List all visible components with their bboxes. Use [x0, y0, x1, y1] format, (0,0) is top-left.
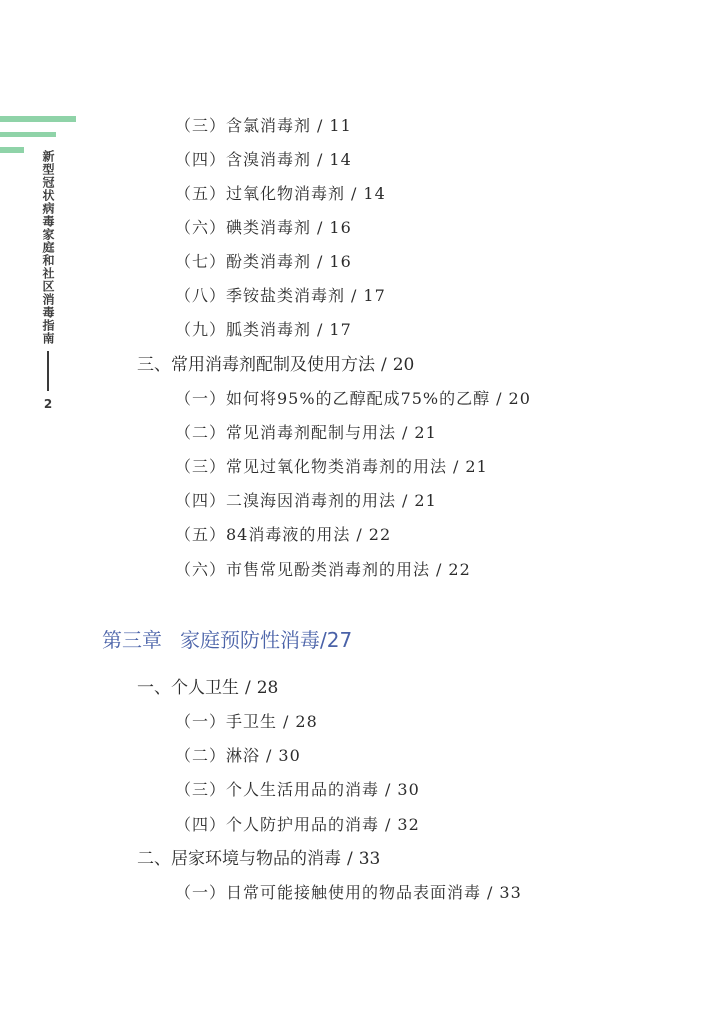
toc-entry[interactable]	[175, 560, 471, 580]
toc-separator: /	[487, 883, 494, 902]
toc-entry-label: （三）常见过氧化物类消毒剂的用法	[175, 457, 448, 476]
toc-entry[interactable]	[175, 252, 352, 272]
toc-separator: /	[317, 218, 324, 237]
toc-entry-page: 32	[397, 815, 420, 834]
toc-section-page: 20	[392, 355, 415, 375]
toc-entry-page: 21	[465, 457, 488, 476]
toc-entry[interactable]	[175, 457, 488, 477]
toc-entry[interactable]	[175, 423, 437, 443]
toc-entry-label: （六）碘类消毒剂	[175, 218, 312, 237]
chapter-page: 27	[326, 628, 353, 652]
toc-entry[interactable]	[175, 883, 522, 903]
toc-separator: /	[385, 815, 392, 834]
toc-separator: /	[402, 423, 409, 442]
toc-separator: /	[381, 355, 387, 375]
toc-separator: /	[347, 849, 353, 869]
toc-section-label: 二、居家环境与物品的消毒	[137, 849, 341, 869]
toc-entry-page: 30	[397, 780, 420, 799]
toc-separator: /	[496, 389, 503, 408]
toc-entry-label: （三）个人生活用品的消毒	[175, 780, 380, 799]
toc-separator: /	[436, 560, 443, 579]
toc-entry[interactable]	[175, 491, 437, 511]
toc-separator: /	[317, 150, 324, 169]
toc-separator: /	[356, 525, 363, 544]
toc-separator: /	[317, 320, 324, 339]
toc-entry-label: （九）胍类消毒剂	[175, 320, 312, 339]
toc-separator: /	[317, 252, 324, 271]
toc-entry[interactable]	[175, 286, 386, 306]
running-head-title: 新型冠状病毒家庭和社区消毒指南	[41, 150, 55, 345]
toc-entry-label: （四）含溴消毒剂	[175, 150, 312, 169]
toc-entry-page: 17	[363, 286, 386, 305]
toc-entry-label: （一）手卫生	[175, 712, 278, 731]
toc-separator: /	[266, 746, 273, 765]
toc-separator: /	[283, 712, 290, 731]
toc-separator: /	[402, 491, 409, 510]
toc-entry-label: （七）酚类消毒剂	[175, 252, 312, 271]
toc-section[interactable]	[137, 678, 278, 698]
chapter-heading[interactable]	[102, 627, 352, 653]
toc-entry-page: 14	[363, 184, 386, 203]
toc-section-label: 三、常用消毒剂配制及使用方法	[137, 355, 375, 375]
toc-entry-label: （六）市售常见酚类消毒剂的用法	[175, 560, 431, 579]
toc-entry[interactable]	[175, 712, 318, 732]
toc-entry[interactable]	[175, 150, 352, 170]
toc-entry[interactable]	[175, 116, 352, 136]
toc-entry-label: （二）常见消毒剂配制与用法	[175, 423, 397, 442]
toc-entry-label: （四）个人防护用品的消毒	[175, 815, 380, 834]
page-number: 2	[43, 397, 53, 411]
chapter-title: 家庭预防性消毒	[180, 628, 320, 652]
toc-entry-label: （四）二溴海因消毒剂的用法	[175, 491, 397, 510]
toc-entry[interactable]	[175, 320, 352, 340]
toc-entry-page: 14	[329, 150, 352, 169]
toc-entry-page: 30	[278, 746, 301, 765]
toc-entry-label: （五）84消毒液的用法	[175, 525, 351, 544]
toc-separator: /	[351, 286, 358, 305]
toc-entry[interactable]	[175, 184, 386, 204]
toc-separator: /	[245, 678, 251, 698]
toc-entry-page: 11	[329, 116, 352, 135]
toc-section-label: 一、个人卫生	[137, 678, 239, 698]
toc-entry-label: （一）如何将95%的乙醇配成75%的乙醇	[175, 389, 491, 408]
toc-entry-page: 21	[414, 491, 437, 510]
toc-section-page: 33	[358, 849, 381, 869]
toc-separator: /	[453, 457, 460, 476]
toc-entry-page: 22	[368, 525, 392, 544]
toc-entry-page: 20	[508, 389, 531, 408]
toc-entry[interactable]	[175, 525, 391, 545]
toc-entry-page: 16	[329, 218, 352, 237]
toc-separator: /	[351, 184, 358, 203]
toc-entry-label: （一）日常可能接触使用的物品表面消毒	[175, 883, 482, 902]
toc-entry[interactable]	[175, 218, 352, 238]
toc-entry-label: （五）过氧化物消毒剂	[175, 184, 346, 203]
toc-section-page: 28	[256, 678, 279, 698]
toc-entry-page: 22	[448, 560, 471, 579]
toc-entry-page: 33	[499, 883, 522, 902]
toc-entry[interactable]	[175, 780, 420, 800]
toc-section[interactable]	[137, 355, 414, 375]
toc-entry-page: 16	[329, 252, 352, 271]
toc-entry-label: （三）含氯消毒剂	[175, 116, 312, 135]
toc-entry[interactable]	[175, 389, 531, 409]
toc-separator: /	[385, 780, 392, 799]
toc-separator: /	[320, 628, 327, 652]
toc-section[interactable]	[137, 849, 380, 869]
toc-entry-label: （八）季铵盐类消毒剂	[175, 286, 346, 305]
toc-entry-label: （二）淋浴	[175, 746, 261, 765]
toc-entry-page: 17	[329, 320, 352, 339]
toc-entry[interactable]	[175, 746, 301, 766]
toc-separator: /	[317, 116, 324, 135]
toc-entry[interactable]	[175, 815, 420, 835]
chapter-number: 第三章	[102, 628, 162, 652]
toc-entry-page: 21	[414, 423, 437, 442]
toc-entry-page: 28	[295, 712, 318, 731]
